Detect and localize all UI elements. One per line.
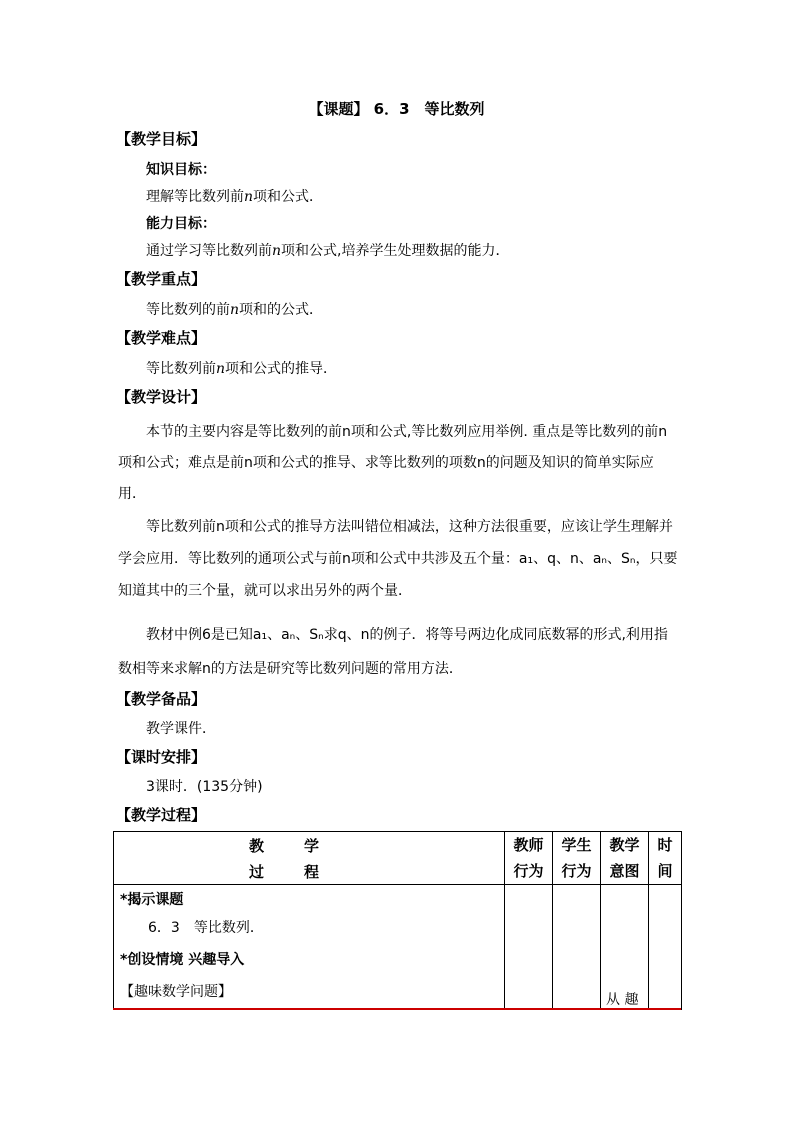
process-content-cell xyxy=(114,885,505,1010)
intent-cell xyxy=(601,885,649,1010)
section-header-goal: 【教学目标】 xyxy=(116,130,207,148)
section-header-key: 【教学重点】 xyxy=(116,270,207,288)
knowledge-goal-text: 理解等比数列前n项和公式． xyxy=(146,189,324,205)
schedule-text: 3课时．(135分钟) xyxy=(146,779,263,795)
header-process-cell xyxy=(114,832,505,885)
header-time-cell xyxy=(649,832,682,885)
section-header-design: 【教学设计】 xyxy=(116,388,207,406)
header-process-char-3: 过 xyxy=(249,863,265,881)
table-header-row xyxy=(114,832,682,885)
section-header-schedule: 【课时安排】 xyxy=(116,748,207,766)
header-time-line-1: 时 xyxy=(657,836,673,854)
time-cell xyxy=(649,885,682,1010)
topic-text: 6．3 等比数列． xyxy=(148,920,264,936)
header-process-char-1: 教 xyxy=(249,837,265,855)
scenario-label: *创设情境 兴趣导入 xyxy=(120,952,245,968)
teacher-action-cell xyxy=(505,885,553,1010)
header-intent-line-1: 教学 xyxy=(609,836,640,854)
difficulty-text: 等比数列前n项和公式的推导． xyxy=(146,361,338,377)
header-teacher-line-2: 行为 xyxy=(513,862,544,880)
key-point-text: 等比数列的前n项和的公式． xyxy=(146,302,324,318)
header-teacher-cell xyxy=(505,832,553,885)
section-header-difficulty: 【教学难点】 xyxy=(116,329,207,347)
header-intent-cell xyxy=(601,832,649,885)
page-title: 【课题】 6．3 等比数列 xyxy=(308,100,485,118)
header-teacher-line-1: 教师 xyxy=(513,836,544,854)
section-header-process: 【教学过程】 xyxy=(116,806,207,824)
process-table xyxy=(113,831,682,1010)
header-process-char-4: 程 xyxy=(304,863,320,881)
design-paragraph-1: 本节的主要内容是等比数列的前n项和公式,等比数列应用举例. 重点是等比数列的前n项和公式；难点是前n项和公式的推导、求等比数列的项数n的问题及知识的简单实际应用． xyxy=(118,424,668,502)
header-process-char-2: 学 xyxy=(304,837,320,855)
section-header-prep: 【教学备品】 xyxy=(116,690,207,708)
knowledge-goal-label: 知识目标： xyxy=(146,162,216,178)
header-time-line-2: 间 xyxy=(657,862,673,880)
intent-partial-text: 从 趣 xyxy=(606,992,639,1008)
header-student-cell xyxy=(553,832,601,885)
header-intent-line-2: 意图 xyxy=(609,862,640,880)
header-student-line-1: 学生 xyxy=(561,836,592,854)
ability-goal-label: 能力目标： xyxy=(146,216,216,232)
table-bottom-border xyxy=(113,1008,681,1010)
prep-text: 教学课件． xyxy=(146,721,216,737)
student-action-cell xyxy=(553,885,601,1010)
design-paragraph-2: 等比数列前n项和公式的推导方法叫错位相减法，这种方法很重要，应该让学生理解并学会应用．等比数列的通项公式与前n项和公式中共涉及五个量：a₁、q、n、aₙ、Sₙ，只要知道其中的三个量，就可以求出另外的两个量． xyxy=(118,519,678,599)
fun-problem-label: 【趣味数学问题】 xyxy=(120,984,232,1000)
ability-goal-text: 通过学习等比数列前n项和公式,培养学生处理数据的能力． xyxy=(146,243,510,259)
reveal-topic-label: *揭示课题 xyxy=(120,892,184,908)
header-student-line-2: 行为 xyxy=(561,862,592,880)
table-row xyxy=(114,885,682,1010)
design-paragraph-3: 教材中例6是已知a₁、aₙ、Sₙ求q、n的例子．将等号两边化成同底数幂的形式,利用指数相等来求解n的方法是研究等比数列问题的常用方法． xyxy=(118,627,668,677)
